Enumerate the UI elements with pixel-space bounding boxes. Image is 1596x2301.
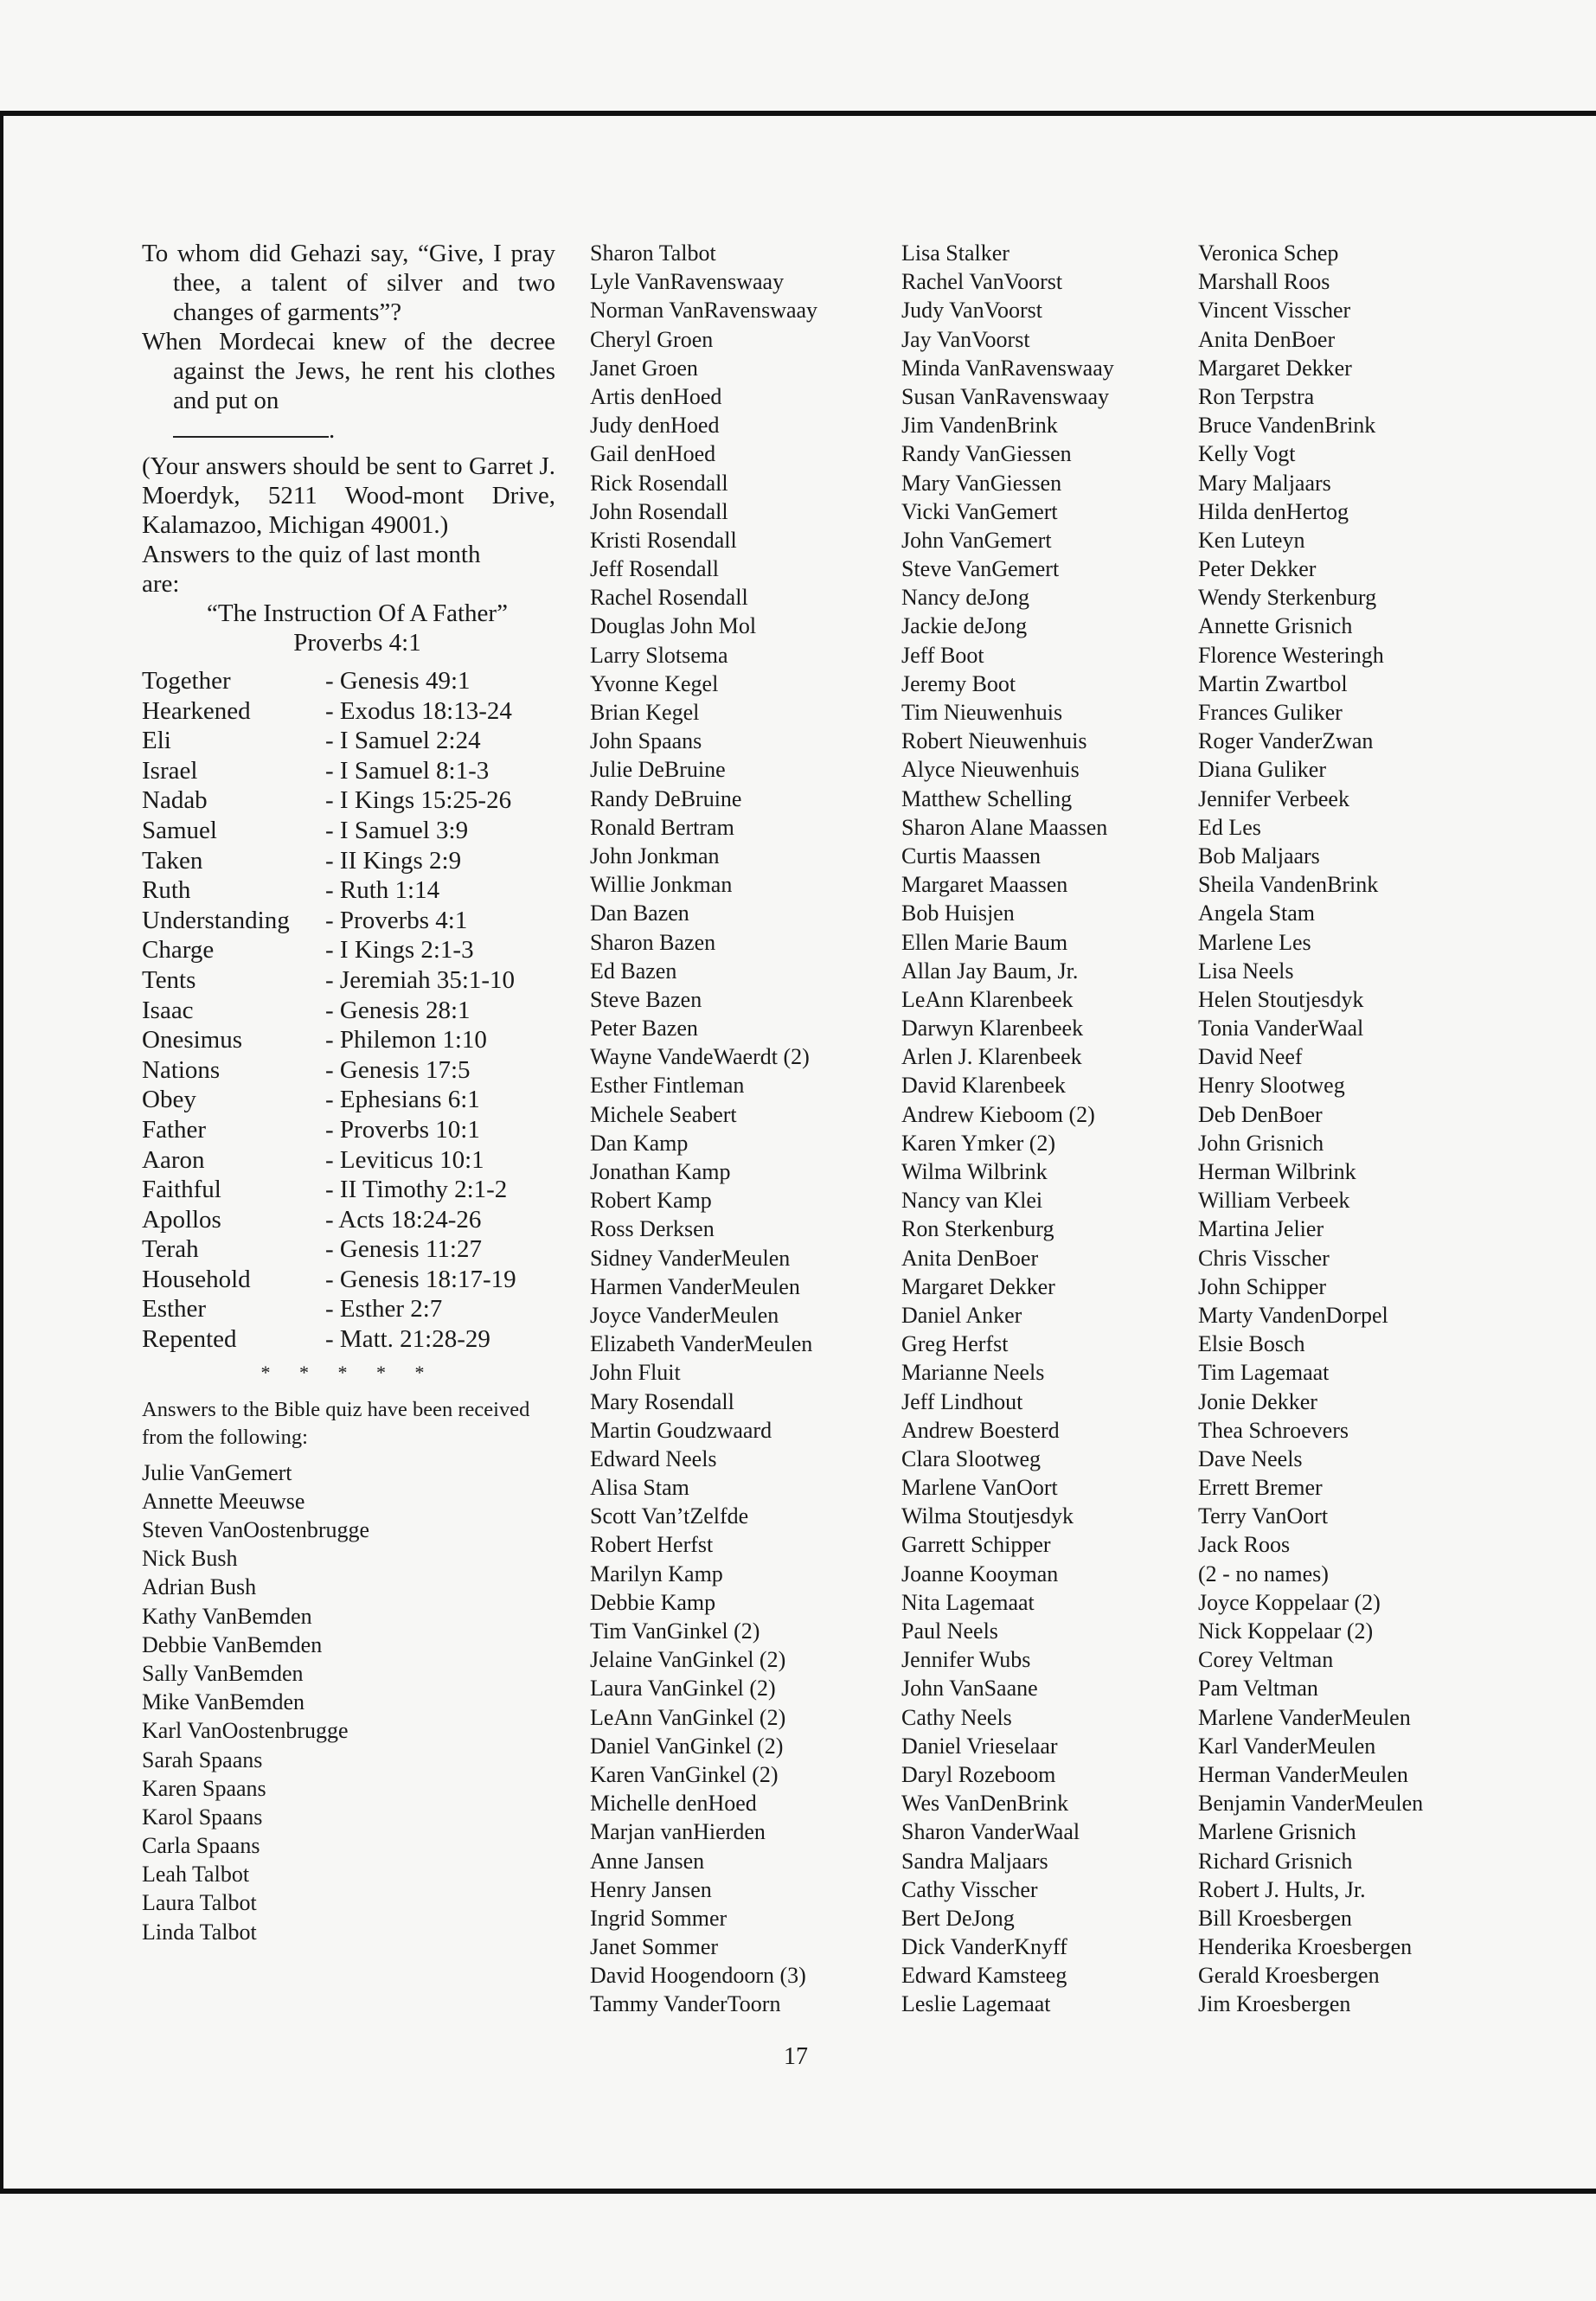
name-entry: Jeremy Boot xyxy=(901,670,1016,696)
name-entry: Yvonne Kegel xyxy=(590,670,719,696)
name-entry: Marianne Neels xyxy=(901,1360,1045,1386)
answer-word: Tents xyxy=(142,965,196,994)
name-entry: Elizabeth VanderMeulen xyxy=(590,1331,813,1357)
name-entry: Janet Groen xyxy=(590,355,698,381)
name-entry: Diana Guliker xyxy=(1198,757,1327,783)
name-entry: Steven VanOostenbrugge xyxy=(142,1517,370,1543)
name-entry: Rick Rosendall xyxy=(590,470,728,496)
name-entry: Martin Zwartbol xyxy=(1198,670,1348,696)
name-entry: Frances Guliker xyxy=(1198,700,1343,725)
name-entry: John VanGemert xyxy=(901,527,1052,553)
name-entry: Sheila VandenBrink xyxy=(1198,872,1379,898)
name-entry: Randy DeBruine xyxy=(590,785,742,811)
name-entry: Mary Rosendall xyxy=(590,1388,734,1414)
answer-reference: - I Samuel 2:24 xyxy=(325,727,481,755)
name-entry: Joanne Kooyman xyxy=(901,1561,1059,1586)
answer-row xyxy=(142,846,555,876)
name-entry: Herman Wilbrink xyxy=(1198,1159,1356,1184)
name-entry: Sidney VanderMeulen xyxy=(590,1245,791,1271)
answer-reference: - Ephesians 6:1 xyxy=(325,1086,480,1114)
name-entry: Marjan vanHierden xyxy=(590,1819,766,1845)
name-entry: Bob Huisjen xyxy=(901,901,1015,926)
name-entry: Andrew Boesterd xyxy=(901,1417,1060,1443)
name-entry: Bert DeJong xyxy=(901,1905,1015,1931)
answer-reference: - I Samuel 8:1-3 xyxy=(325,756,490,785)
answer-row xyxy=(142,1085,555,1115)
name-entry: Clara Slootweg xyxy=(901,1445,1042,1471)
name-entry: Hilda denHertog xyxy=(1198,498,1349,524)
name-entry: Edward Kamsteeg xyxy=(901,1963,1067,1989)
name-entry: Cathy Neels xyxy=(901,1704,1012,1730)
name-entry: Martina Jelier xyxy=(1198,1216,1324,1242)
name-entry: Kristi Rosendall xyxy=(590,527,737,553)
name-entry: Deb DenBoer xyxy=(1198,1101,1323,1127)
names-list-4 xyxy=(1198,239,1484,2019)
name-entry: Cheryl Groen xyxy=(590,326,714,352)
answer-reference: - Proverbs 4:1 xyxy=(325,906,468,934)
name-entry: Lyle VanRavenswaay xyxy=(590,269,785,295)
name-entry: Pam Veltman xyxy=(1198,1676,1318,1702)
answer-word: Aaron xyxy=(142,1145,205,1174)
name-entry: (2 - no names) xyxy=(1198,1561,1329,1586)
name-entry: Sarah Spaans xyxy=(142,1747,263,1772)
answer-row xyxy=(142,1234,555,1265)
name-entry: Jennifer Wubs xyxy=(901,1647,1031,1673)
name-entry: Anne Jansen xyxy=(590,1848,705,1874)
answer-reference: - Philemon 1:10 xyxy=(325,1026,487,1054)
name-entry: Wayne VandeWaerdt (2) xyxy=(590,1044,810,1070)
answer-word: Apollos xyxy=(142,1205,221,1234)
name-entry: Jeff Boot xyxy=(901,642,984,668)
name-entry: Angela Stam xyxy=(1198,901,1316,926)
name-entry: Lisa Neels xyxy=(1198,958,1294,984)
name-entry: Mary Maljaars xyxy=(1198,470,1331,496)
answer-row xyxy=(142,785,555,816)
name-entry: Greg Herfst xyxy=(901,1331,1009,1357)
answer-word: Eli xyxy=(142,727,171,755)
name-entry: LeAnn VanGinkel (2) xyxy=(590,1704,786,1730)
name-entry: Susan VanRavenswaay xyxy=(901,383,1109,409)
name-entry: Michelle denHoed xyxy=(590,1791,757,1817)
name-entry: Alyce Nieuwenhuis xyxy=(901,757,1080,783)
answer-row xyxy=(142,1265,555,1295)
name-entry: William Verbeek xyxy=(1198,1188,1350,1214)
answer-word: Father xyxy=(142,1115,207,1144)
answer-row xyxy=(142,935,555,965)
answer-row xyxy=(142,1055,555,1086)
name-entry: Linda Talbot xyxy=(142,1919,257,1945)
name-entry: Ron Terpstra xyxy=(1198,383,1315,409)
name-entry: Marty VandenDorpel xyxy=(1198,1302,1388,1328)
name-entry: Jeff Rosendall xyxy=(590,556,719,582)
answer-word: Terah xyxy=(142,1235,199,1264)
name-entry: Dan Bazen xyxy=(590,901,689,926)
address-note: (Your answers should be sent to Garret J. Moerdyk, 5211 Wood-mont Drive, Kalamazoo, Michigan 49001.) xyxy=(142,452,555,539)
answer-reference: - Genesis 11:27 xyxy=(325,1235,482,1264)
name-entry: Jim Kroesbergen xyxy=(1198,1991,1351,2017)
name-entry: Judy denHoed xyxy=(590,413,720,439)
name-entry: Peter Bazen xyxy=(590,1016,698,1042)
name-entry: Jay VanVoorst xyxy=(901,326,1030,352)
name-entry: Annette Meeuwse xyxy=(142,1488,305,1514)
name-entry: Robert J. Hults, Jr. xyxy=(1198,1876,1366,1902)
theme-reference: Proverbs 4:1 xyxy=(293,629,421,657)
name-entry: Ingrid Sommer xyxy=(590,1905,727,1931)
answer-row xyxy=(142,756,555,786)
answer-table xyxy=(142,666,555,1355)
name-entry: Karl VanOostenbrugge xyxy=(142,1718,349,1744)
name-entry: Ellen Marie Baum xyxy=(901,929,1068,955)
answer-row xyxy=(142,965,555,996)
answer-row xyxy=(142,696,555,727)
name-entry: Allan Jay Baum, Jr. xyxy=(901,958,1079,984)
name-entry: Edward Neels xyxy=(590,1445,717,1471)
name-entry: Douglas John Mol xyxy=(590,613,757,639)
answer-row xyxy=(142,1115,555,1145)
name-entry: Karl VanderMeulen xyxy=(1198,1733,1376,1759)
name-entry: Daniel Vrieselaar xyxy=(901,1733,1058,1759)
answer-row xyxy=(142,1145,555,1176)
name-entry: Terry VanOort xyxy=(1198,1503,1329,1529)
name-entry: Roger VanderZwan xyxy=(1198,728,1374,754)
answer-word: Ruth xyxy=(142,876,191,905)
name-entry: Robert Kamp xyxy=(590,1188,712,1214)
name-entry: Daryl Rozeboom xyxy=(901,1761,1056,1787)
name-entry: Laura VanGinkel (2) xyxy=(590,1676,776,1702)
name-entry: David Hoogendoorn (3) xyxy=(590,1963,806,1989)
answer-word: Nadab xyxy=(142,786,208,815)
answer-word: Together xyxy=(142,667,231,695)
name-entry: Marlene VanOort xyxy=(901,1475,1058,1501)
name-entry: Marlene VanderMeulen xyxy=(1198,1704,1411,1730)
name-entry: Carla Spaans xyxy=(142,1833,260,1859)
name-entry: Karen VanGinkel (2) xyxy=(590,1761,779,1787)
answer-word: Understanding xyxy=(142,906,290,934)
name-entry: Nick Bush xyxy=(142,1546,238,1572)
name-entry: Norman VanRavenswaay xyxy=(590,298,818,324)
name-entry: Martin Goudzwaard xyxy=(590,1417,772,1443)
name-entry: Tammy VanderToorn xyxy=(590,1991,781,2017)
name-entry: LeAnn Klarenbeek xyxy=(901,986,1074,1012)
answer-reference: - Genesis 17:5 xyxy=(325,1055,471,1084)
divider-stars: * * * * * xyxy=(260,1361,437,1383)
name-entry: Tonia VanderWaal xyxy=(1198,1016,1364,1042)
answer-word: Esther xyxy=(142,1295,207,1324)
name-entry: David Neef xyxy=(1198,1044,1303,1070)
name-entry: Scott Van’tZelfde xyxy=(590,1503,749,1529)
answer-reference: - I Kings 15:25-26 xyxy=(325,786,512,815)
name-entry: Brian Kegel xyxy=(590,700,700,725)
name-entry: Helen Stoutjesdyk xyxy=(1198,986,1364,1012)
left-edge-rule xyxy=(0,111,3,2194)
answer-reference: - I Kings 2:1-3 xyxy=(325,936,474,965)
name-entry: Robert Herfst xyxy=(590,1532,714,1558)
quiz-column xyxy=(142,239,555,1946)
answer-row xyxy=(142,1175,555,1205)
answer-row xyxy=(142,1324,555,1355)
name-entry: Kathy VanBemden xyxy=(142,1603,312,1629)
name-entry: Cathy Visscher xyxy=(901,1876,1038,1902)
name-entry: Anita DenBoer xyxy=(901,1245,1039,1271)
name-entry: Sharon VanderWaal xyxy=(901,1819,1080,1845)
name-entry: Paul Neels xyxy=(901,1618,998,1644)
answer-word: Taken xyxy=(142,846,203,875)
answer-row xyxy=(142,726,555,756)
name-entry: Sandra Maljaars xyxy=(901,1848,1048,1874)
name-entry: Marilyn Kamp xyxy=(590,1561,723,1586)
name-entry: Thea Schroevers xyxy=(1198,1417,1349,1443)
name-entry: Judy VanVoorst xyxy=(901,298,1043,324)
name-entry: Kelly Vogt xyxy=(1198,441,1296,467)
name-entry: Laura Talbot xyxy=(142,1890,257,1916)
name-entry: John Jonkman xyxy=(590,843,720,868)
name-entry: Joyce VanderMeulen xyxy=(590,1302,779,1328)
answer-row xyxy=(142,1205,555,1235)
name-entry: Jack Roos xyxy=(1198,1532,1291,1558)
name-entry: Arlen J. Klarenbeek xyxy=(901,1044,1082,1070)
name-entry: Steve Bazen xyxy=(590,986,702,1012)
name-entry: Steve VanGemert xyxy=(901,556,1060,582)
name-entry: Julie VanGemert xyxy=(142,1459,292,1485)
name-entry: Nick Koppelaar (2) xyxy=(1198,1618,1374,1644)
name-entry: Garrett Schipper xyxy=(901,1532,1051,1558)
name-entry: Nancy van Klei xyxy=(901,1188,1043,1214)
name-entry: Florence Westeringh xyxy=(1198,642,1384,668)
name-entry: Minda VanRavenswaay xyxy=(901,355,1114,381)
name-entry: Randy VanGiessen xyxy=(901,441,1072,467)
name-entry: Anita DenBoer xyxy=(1198,326,1336,352)
name-entry: Matthew Schelling xyxy=(901,785,1073,811)
name-entry: Sharon Talbot xyxy=(590,240,716,266)
name-entry: Rachel VanVoorst xyxy=(901,269,1063,295)
name-entry: Sally VanBemden xyxy=(142,1660,304,1686)
name-entry: Larry Slotsema xyxy=(590,642,728,668)
name-entry: Jim VandenBrink xyxy=(901,413,1058,439)
name-entry: Nancy deJong xyxy=(901,585,1030,611)
name-entry: Debbie VanBemden xyxy=(142,1631,323,1657)
name-entry: Ron Sterkenburg xyxy=(901,1216,1054,1242)
answer-reference: - Matt. 21:28-29 xyxy=(325,1325,490,1354)
name-entry: Curtis Maassen xyxy=(901,843,1042,868)
name-entry: Wendy Sterkenburg xyxy=(1198,585,1377,611)
name-entry: Leah Talbot xyxy=(142,1862,250,1888)
top-rule xyxy=(0,111,1596,116)
name-entry: Peter Dekker xyxy=(1198,556,1317,582)
answer-word: Isaac xyxy=(142,996,194,1024)
name-entry: Herman VanderMeulen xyxy=(1198,1761,1408,1787)
name-entry: Rachel Rosendall xyxy=(590,585,748,611)
answer-row xyxy=(142,816,555,846)
answer-reference: - I Samuel 3:9 xyxy=(325,816,469,844)
name-entry: Karen Ymker (2) xyxy=(901,1130,1056,1156)
name-entry: John Fluit xyxy=(590,1360,681,1386)
name-entry: Michele Seabert xyxy=(590,1101,737,1127)
name-entry: Julie DeBruine xyxy=(590,757,726,783)
answer-reference: - Genesis 28:1 xyxy=(325,996,471,1024)
received-intro: Answers to the Bible quiz have been received from the following: xyxy=(142,1397,530,1449)
name-entry: Darwyn Klarenbeek xyxy=(901,1016,1084,1042)
name-entry: Andrew Kieboom (2) xyxy=(901,1101,1095,1127)
name-entry: Tim VanGinkel (2) xyxy=(590,1618,760,1644)
name-entry: Robert Nieuwenhuis xyxy=(901,728,1087,754)
name-entry: Daniel Anker xyxy=(901,1302,1022,1328)
name-entry: Annette Grisnich xyxy=(1198,613,1353,639)
answer-reference: - Proverbs 10:1 xyxy=(325,1115,480,1144)
answer-row xyxy=(142,1294,555,1324)
name-entry: Jeff Lindhout xyxy=(901,1388,1023,1414)
name-entry: Harmen VanderMeulen xyxy=(590,1273,800,1299)
name-entry: John Schipper xyxy=(1198,1273,1327,1299)
name-entry: David Klarenbeek xyxy=(901,1073,1066,1099)
name-entry: Margaret Dekker xyxy=(901,1273,1055,1299)
name-entry: Jelaine VanGinkel (2) xyxy=(590,1647,786,1673)
name-entry: Corey Veltman xyxy=(1198,1647,1334,1673)
name-entry: Artis denHoed xyxy=(590,383,722,409)
name-entry: Errett Bremer xyxy=(1198,1475,1323,1501)
answer-word: Nations xyxy=(142,1055,221,1084)
answer-reference: - Jeremiah 35:1-10 xyxy=(325,965,516,994)
answer-word: Samuel xyxy=(142,816,217,844)
name-entry: Chris Visscher xyxy=(1198,1245,1330,1271)
name-entry: Sharon Bazen xyxy=(590,929,716,955)
name-entry: Ed Les xyxy=(1198,814,1261,840)
name-entry: Marlene Grisnich xyxy=(1198,1819,1356,1845)
name-entry: Ronald Bertram xyxy=(590,814,734,840)
name-entry: Karen Spaans xyxy=(142,1775,266,1801)
name-entry: Margaret Dekker xyxy=(1198,355,1352,381)
answer-reference: - Acts 18:24-26 xyxy=(325,1205,482,1234)
answers-intro: Answers to the quiz of last month are: xyxy=(142,541,481,598)
name-entry: Nita Lagemaat xyxy=(901,1589,1035,1615)
name-entry: Jennifer Verbeek xyxy=(1198,785,1349,811)
name-entry: Henry Jansen xyxy=(590,1876,712,1902)
answer-word: Faithful xyxy=(142,1176,221,1204)
name-entry: Dave Neels xyxy=(1198,1445,1303,1471)
name-entry: Alisa Stam xyxy=(590,1475,689,1501)
names-list-1 xyxy=(142,1458,555,1946)
answer-reference: - Ruth 1:14 xyxy=(325,876,440,905)
name-entry: Henry Slootweg xyxy=(1198,1073,1345,1099)
names-list-3 xyxy=(901,239,1187,2019)
name-entry: Daniel VanGinkel (2) xyxy=(590,1733,784,1759)
answer-blank xyxy=(173,419,329,438)
name-entry: Vicki VanGemert xyxy=(901,498,1058,524)
answer-row xyxy=(142,906,555,936)
answer-word: Repented xyxy=(142,1325,237,1354)
name-entry: Marshall Roos xyxy=(1198,269,1330,295)
name-entry: Jonathan Kamp xyxy=(590,1159,731,1184)
name-entry: Richard Grisnich xyxy=(1198,1848,1353,1874)
quiz-question-2: When Mordecai knew of the decree against the Jews, he rent his clothes and put on . xyxy=(142,328,555,444)
name-entry: Ken Luteyn xyxy=(1198,527,1305,553)
answer-reference: - Exodus 18:13-24 xyxy=(325,696,512,725)
name-entry: Leslie Lagemaat xyxy=(901,1991,1051,2017)
name-entry: Gail denHoed xyxy=(590,441,716,467)
name-entry: Wilma Wilbrink xyxy=(901,1159,1048,1184)
answer-word: Charge xyxy=(142,936,215,965)
bottom-rule xyxy=(0,2189,1596,2194)
name-entry: Esther Fintleman xyxy=(590,1073,745,1099)
name-entry: Willie Jonkman xyxy=(590,872,733,898)
answer-reference: - Genesis 49:1 xyxy=(325,667,471,695)
name-entry: Tim Lagemaat xyxy=(1198,1360,1330,1386)
name-entry: Dick VanderKnyff xyxy=(901,1934,1067,1960)
name-entry: Ed Bazen xyxy=(590,958,677,984)
name-entry: Lisa Stalker xyxy=(901,240,1010,266)
name-entry: Veronica Schep xyxy=(1198,240,1339,266)
answer-row xyxy=(142,996,555,1026)
names-list-2 xyxy=(590,239,875,2019)
name-entry: Janet Sommer xyxy=(590,1934,719,1960)
answer-reference: - Genesis 18:17-19 xyxy=(325,1265,516,1293)
name-entry: Sharon Alane Maassen xyxy=(901,814,1108,840)
name-entry: Wes VanDenBrink xyxy=(901,1791,1069,1817)
answer-word: Obey xyxy=(142,1086,196,1114)
answer-word: Israel xyxy=(142,756,198,785)
page-number: 17 xyxy=(784,2043,808,2070)
quiz-question-1: To whom did Gehazi say, “Give, I pray thee, a talent of silver and two changes of garments”? xyxy=(142,240,555,326)
name-entry: Debbie Kamp xyxy=(590,1589,716,1615)
name-entry: Joyce Koppelaar (2) xyxy=(1198,1589,1381,1615)
name-entry: Vincent Visscher xyxy=(1198,298,1351,324)
answer-word: Onesimus xyxy=(142,1026,242,1054)
name-entry: Jackie deJong xyxy=(901,613,1028,639)
name-entry: Mike VanBemden xyxy=(142,1689,304,1715)
answer-reference: - II Kings 2:9 xyxy=(325,846,462,875)
name-entry: John Grisnich xyxy=(1198,1130,1324,1156)
name-entry: Bill Kroesbergen xyxy=(1198,1905,1352,1931)
name-entry: Henderika Kroesbergen xyxy=(1198,1934,1413,1960)
name-entry: Dan Kamp xyxy=(590,1130,689,1156)
answer-reference: - Leviticus 10:1 xyxy=(325,1145,484,1174)
answer-row xyxy=(142,666,555,696)
name-entry: Margaret Maassen xyxy=(901,872,1068,898)
name-entry: Jonie Dekker xyxy=(1198,1388,1317,1414)
name-entry: Adrian Bush xyxy=(142,1574,257,1600)
answer-reference: - II Timothy 2:1-2 xyxy=(325,1176,508,1204)
name-entry: Gerald Kroesbergen xyxy=(1198,1963,1380,1989)
answer-row xyxy=(142,1025,555,1055)
name-entry: Bruce VandenBrink xyxy=(1198,413,1376,439)
name-entry: Tim Nieuwenhuis xyxy=(901,700,1063,725)
name-entry: John Spaans xyxy=(590,728,702,754)
theme-title: “The Instruction Of A Father” xyxy=(207,599,508,627)
name-entry: Ross Derksen xyxy=(590,1216,715,1242)
answer-reference: - Esther 2:7 xyxy=(325,1295,443,1324)
name-entry: Elsie Bosch xyxy=(1198,1331,1305,1357)
name-entry: Karol Spaans xyxy=(142,1804,263,1830)
name-entry: Bob Maljaars xyxy=(1198,843,1320,868)
name-entry: John Rosendall xyxy=(590,498,728,524)
answer-word: Household xyxy=(142,1265,251,1293)
answer-word: Hearkened xyxy=(142,696,251,725)
answer-row xyxy=(142,875,555,906)
name-entry: Marlene Les xyxy=(1198,929,1311,955)
name-entry: Wilma Stoutjesdyk xyxy=(901,1503,1074,1529)
name-entry: Benjamin VanderMeulen xyxy=(1198,1791,1424,1817)
name-entry: John VanSaane xyxy=(901,1676,1038,1702)
name-entry: Mary VanGiessen xyxy=(901,470,1062,496)
